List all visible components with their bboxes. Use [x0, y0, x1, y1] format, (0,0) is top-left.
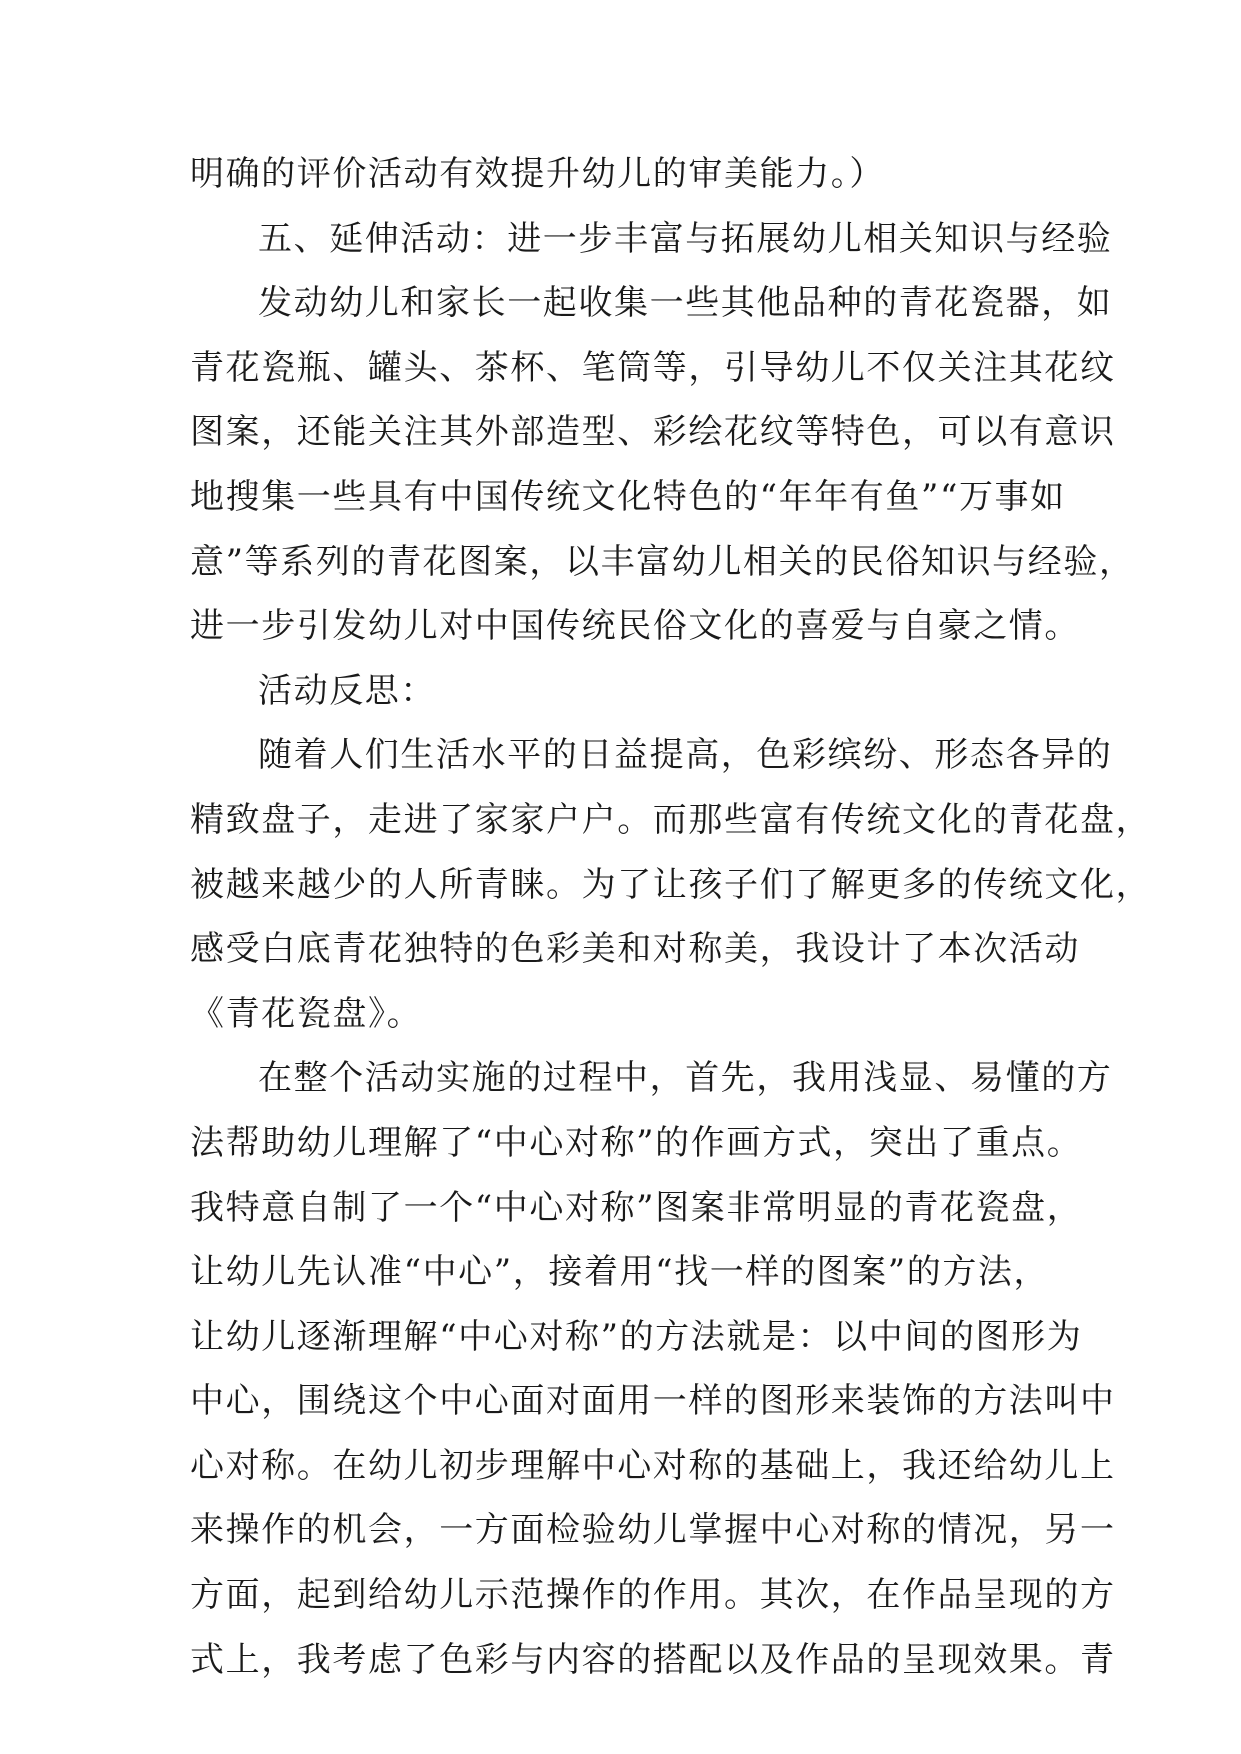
text-line-3: 发动幼儿和家长一起收集一些其他品种的青花瓷器，如: [258, 283, 1113, 324]
text-line-17: 我特意自制了一个“中心对称”图案非常明显的青花瓷盘，: [190, 1187, 1083, 1228]
section-heading-extension: 五、延伸活动：进一步丰富与拓展幼儿相关知识与经验: [258, 218, 1113, 259]
text-line-4: 青花瓷瓶、罐头、茶杯、笔筒等，引导幼儿不仅关注其花纹: [190, 347, 1116, 388]
text-line-5: 图案，还能关注其外部造型、彩绘花纹等特色，可以有意识: [190, 412, 1116, 453]
document-body: [190, 142, 1152, 1692]
text-line-7: 意”等系列的青花图案，以丰富幼儿相关的民俗知识与经验，: [190, 541, 1135, 582]
text-line-24: 式上，我考虑了色彩与内容的搭配以及作品的呈现效果。青: [190, 1639, 1116, 1680]
text-line-12: 被越来越少的人所青睐。为了让孩子们了解更多的传统文化，: [190, 864, 1152, 905]
text-line-16: 法帮助幼儿理解了“中心对称”的作画方式，突出了重点。: [190, 1122, 1083, 1163]
text-line-1: 明确的评价活动有效提升幼儿的审美能力。）: [190, 154, 885, 194]
text-line-8: 进一步引发幼儿对中国传统民俗文化的喜爱与自豪之情。: [190, 606, 1080, 647]
text-line-18: 让幼儿先认准“中心”，接着用“找一样的图案”的方法，: [190, 1252, 1050, 1293]
text-line-20: 中心，围绕这个中心面对面用一样的图形来装饰的方法叫中: [190, 1381, 1116, 1422]
text-line-14: 《青花瓷盘》。: [190, 993, 423, 1034]
text-line-11: 精致盘子，走进了家家户户。而那些富有传统文化的青花盘，: [190, 799, 1152, 840]
text-line-22: 来操作的机会，一方面检验幼儿掌握中心对称的情况，另一: [190, 1510, 1116, 1551]
text-line-19: 让幼儿逐渐理解“中心对称”的方法就是：以中间的图形为: [190, 1316, 1083, 1357]
text-line-6: 地搜集一些具有中国传统文化特色的“年年有鱼”“万事如: [190, 476, 1066, 517]
text-line-13: 感受白底青花独特的色彩美和对称美，我设计了本次活动: [190, 929, 1080, 970]
section-heading-reflection: 活动反思：: [258, 670, 436, 711]
text-line-23: 方面，起到给幼儿示范操作的作用。其次，在作品呈现的方: [190, 1575, 1116, 1616]
text-line-21: 心对称。在幼儿初步理解中心对称的基础上，我还给幼儿上: [190, 1445, 1116, 1486]
text-line-15: 在整个活动实施的过程中，首先，我用浅显、易懂的方: [258, 1058, 1113, 1099]
text-line-10: 随着人们生活水平的日益提高，色彩缤纷、形态各异的: [258, 735, 1113, 776]
